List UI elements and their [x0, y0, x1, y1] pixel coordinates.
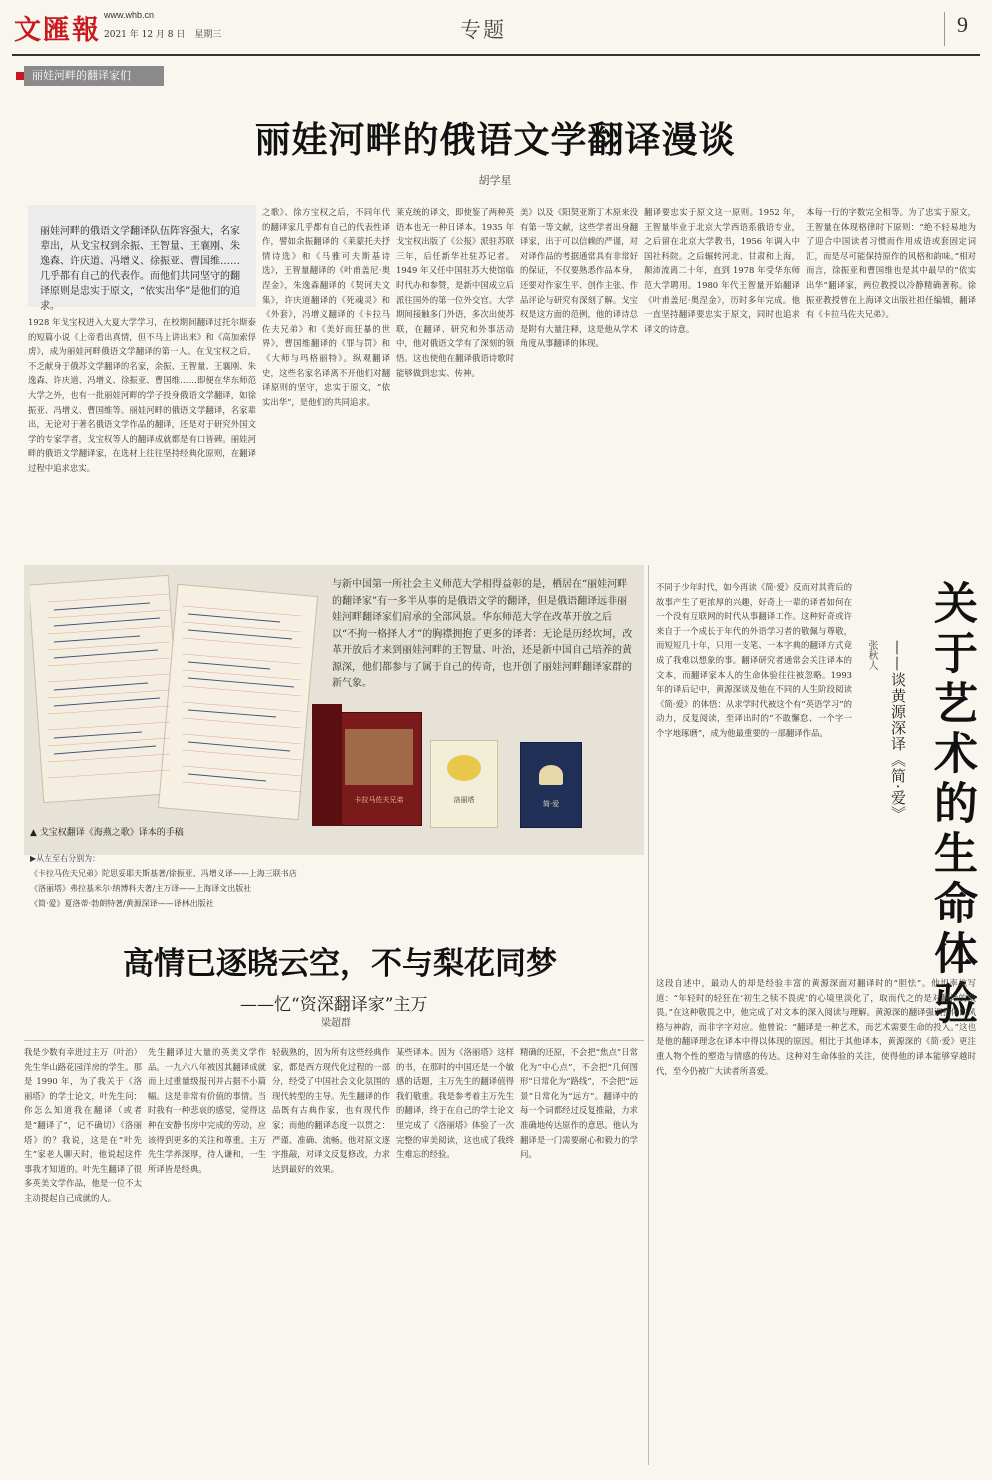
- book-cover-jane-eyre-art: [539, 765, 563, 785]
- book-credit-lolita: 《洛丽塔》弗拉基米尔·纳博科夫著/主万译——上海译文出版社: [30, 884, 252, 893]
- page-number: 9: [957, 12, 968, 37]
- masthead-url[interactable]: www.whb.cn: [104, 10, 155, 20]
- article3-column-2: 这段自述中，最动人的却是经验丰富的黄源深面对翻译时的“胆怯”。他坦率地写道：“年轻时的轻狂在‘初生之犊不畏虎’的心境里淡化了，取而代之的是对翻译的敬畏。”在这种敬畏之中，他完成了对文本的深入阅读与理解。黄源深的翻译强调整体的风格与神韵，而非字字对应。他曾说：“翻译是一种艺术，而艺术需要生命的投入。”这也是他的翻译理念在译本中得以体现的原因。相比于其他译本，黄源深的《简·爱》更注重人物个性的塑造与情感的传达。这种对生命体验的关注，使得他的译本能够穿越时代，至今仍被广大读者所喜爱。: [656, 978, 976, 1076]
- masthead-date: 2021 年 12 月 8 日 星期三: [104, 30, 222, 40]
- intro-paragraph: 与新中国第一所社会主义师范大学相得益彰的是，栖居在“丽娃河畔的翻译家”有一多半从事的是俄语文学的翻译，但是俄语翻译远非丽娃河畔翻译家们肩承的全部风景。华东师范大学在改革开放之后以“不拘一格择人才”的胸襟拥抱了更多的译者：无论是历经坎坷，改革开放后才来到丽娃河畔的王智量、叶治，还是新中国自己培养的黄源深，他们都参与了属于自己的传奇，也开创了丽娃河畔翻译家群的新气象。: [332, 579, 633, 689]
- book-cover-karamazov: [336, 712, 422, 826]
- column-tag-marker: [16, 72, 24, 80]
- book-cover-lolita-art: [447, 755, 481, 781]
- book-credit-karamazov: 《卡拉马佐夫兄弟》陀思妥耶夫斯基著/徐振亚、冯增义译——上海三联书店: [30, 869, 297, 878]
- book-cover-karamazov-art: [345, 729, 413, 785]
- books-caption-heading: ▶从左至右分别为：: [30, 854, 101, 863]
- article1-column-2: 之歌》、徐方宝权之后，不同年代的翻译家几乎都有自己的代表性译作，譬如余振翻译的《莱蒙托夫抒情诗选》和《马雅可夫斯基诗选》，王智量翻译的《叶甫盖尼·奥涅金》，朱逸森翻译的《契诃夫文集》，许庆道翻译的《死魂灵》和《外套》，冯增义翻译的《卡拉马佐夫兄弟》和《美好而狂暴的世界》，曹国维翻译的《罪与罚》和《大师与玛格丽特》。纵观翻译史，这些名家名译离不开他们对翻译原则的坚守，忠实于原文，“依实出华”，是他们的共同追求。: [262, 207, 390, 407]
- photo-caption: ▲ 戈宝权翻译《海燕之歌》译本的手稿: [30, 828, 184, 838]
- article2-subtitle: ——忆“资深翻译家”主万: [240, 995, 428, 1015]
- article1-column-5: 翻译要忠实于原文这一原则。1952 年，王智量毕业于北京大学西语系俄语专业，之后留在北京大学教书，1956 年调入中国社科院。之后辗转河北、甘肃和上海，颠沛流离二十年，直到 1978 年受华东师范大学聘用。1980 年代王智量开始翻译《叶甫盖尼·奥涅金》，历时多年完成。他一直坚持翻译要忠实于原文，同时也追求译文的诗意。: [644, 207, 800, 334]
- book-credit-jane-eyre: 《简·爱》夏洛蒂·勃朗特著/黄源深译——译林出版社: [30, 899, 214, 908]
- article3-column-1: 不同于少年时代，如今再读《简·爱》反而对其背后的故事产生了更浓厚的兴趣，好奇上一辈的译者如何在一个没有互联网的时代从事翻译工作。这种好奇或许来自于一个成长于年代的外语学习者的敬佩与尊敬，而短短几十年，只用一支笔、一本字典的翻译方式竟成了我难以想象的事。翻译研究者通常会关注译本的文本，而翻译家本人的生命体验往往被忽略。1993 年的译后记中，黄源深谈及他在不同的人生阶段阅读《简·爱》的体悟：从求学时代被这个有“英语学习”的动力，反复阅读，至译出时的“不敢懈怠、一个字一个字地琢磨”，成为他最重要的一部翻译作品。: [656, 582, 852, 738]
- article2-column-5: 精确的还原，不会把“焦点”日常化为“中心点”，不会把“几何图形”日常化为“路线”，不会把“远景”日常化为“远方”。翻译中的每一个词都经过反复推敲，力求准确地传达原作的意思。他认为翻译是一门需要耐心和毅力的学问。: [520, 1047, 638, 1160]
- article1-column-1: 1928 年戈宝权进入大夏大学学习，在校期间翻译过托尔斯泰的短篇小说《上帝看出真情，但不马上讲出来》和《高加索俘虏》，成为丽娃河畔俄语文学翻译的第一人。在戈宝权之后，不乏献身于俄苏文学翻译的名家，余振、王智量、王襄刚、朱逸森、许庆道、冯增义、徐振亚、曹国维……即便在华东师范大学之外，也有一批丽娃河畔的学子投身俄语文学翻译，如徐振亚、冯增义、曹国维等。丽娃河畔的俄语文学翻译，名家辈出，无论对于著名俄语文学作品的翻译，还是对于研究外国文学的专家学者，戈宝权等人的翻译成就都是有口皆碑。丽娃河畔的俄语文学翻译家，在选材上往往坚持经典化原则，在翻译过程中追求忠实。: [28, 317, 256, 473]
- manuscript-photo: [30, 572, 326, 820]
- article3-separator: [648, 565, 649, 1465]
- article3-title: 关于艺术的生命体验: [926, 580, 977, 1030]
- newspaper-logo: 文匯報: [14, 15, 101, 46]
- section-name: 专题: [460, 18, 506, 42]
- article1-column-3: 莱克统的译文，即使鉴了两种英语本也无一种日译本。1935 年戈宝权出版了《公报》派驻苏联三年，后任新华社驻苏记者。1949 年又任中国驻苏大使馆临时代办和参赞，是新中国成立后派往国外的第一位外交官。大学期间接触多门外语，多次出使苏联，在翻译、研究和外事活动中，他对俄语文学有了深刻的领悟。这也使他在翻译俄语诗歌时能够做到忠实、传神。: [396, 207, 514, 378]
- book-cover-lolita: [430, 740, 498, 828]
- article1-lead: 丽娃河畔的俄语文学翻译队伍阵容强大，名家辈出，从戈宝权到余振、王智量、王襄刚、朱逸森、许庆道、冯增义、徐振亚、曹国维……几乎都有自己的代表作。而他们共同坚守的翻译原则是忠实于原文，“依实出华”是他们的追求。: [40, 226, 241, 312]
- article1-title: 丽娃河畔的俄语文学翻译漫谈: [254, 120, 736, 161]
- column-tag: 丽娃河畔的翻译家们: [24, 66, 164, 86]
- article2-column-4: 某些译本。因为《洛丽塔》这样的书，在那时的中国还是一个敏感的话题，主万先生的翻译值得我们敬重。我是参考着主万先生的翻译，终于在自己的学士论文里完成了《洛丽塔》体验了一次完整的审美阅读，这也成了我终生难忘的经验。: [396, 1047, 514, 1160]
- article1-author: 胡学星: [478, 174, 512, 187]
- article2-author: 梁超群: [321, 1018, 351, 1029]
- article2-column-2: 先生翻译过大量的英美文学作品。一九六八年被因其翻译成就而上过重量级报刊并占据不小篇幅。这是非常有价值的事情。当时我有一种悲哀的感觉，觉得这种在安静书房中完成的劳动，应该得到更多的关注和尊重。主万先生学养深厚，待人谦和，一生所译皆是经典。: [148, 1047, 266, 1174]
- article1-column-4: 美》以及《阳契亚斯丁木原来没有第一等文献，这些学者出身翻译家，出于可以信赖的严谨，对对译作品的考据通常具有非常好的保证，不仅要熟悉作品本身，还要对作家生平、创作主张、作品评论与研究有深刻了解。戈宝权是这方面的范例，他的译诗总是附有大量注释，这是他从学术角度从事翻译的体现。: [520, 207, 638, 349]
- article2-column-1: 我是少数有幸进过主万（叶治）先生华山路花园洋房的学生。那是 1990 年，为了我关于《洛丽塔》的学士论文，叶先生问：你怎么知道我在翻译（或者是“翻译了”，记不确切）《洛丽塔》的？我说，这是在“叶先生”家老人聊天时，他说起这件事我才知道的。叶先生翻译了很多英美文学作品，他是一位不太主动提起自己成就的人。: [24, 1047, 142, 1203]
- book-spine-karamazov: [312, 704, 342, 826]
- article3-subtitle: ——谈黄源深译《简·爱》: [889, 640, 907, 822]
- book-cover-jane-eyre: [520, 742, 582, 828]
- book-title-lolita: 洛丽塔: [453, 796, 475, 804]
- article2-title: 高情已逐晓云空，不与梨花同梦: [123, 946, 557, 982]
- book-title-karamazov: 卡拉马佐夫兄弟: [354, 796, 404, 804]
- book-title-jane-eyre: 简·爱: [542, 800, 560, 808]
- masthead-rule: [12, 54, 980, 56]
- masthead-separator: [944, 12, 945, 46]
- article3-author: 张秋人: [866, 640, 877, 670]
- article1-column-6: 本每一行的字数完全相等。为了忠实于原文，王智量在体现格律时下原则：“绝不轻易地为了迎合中国读者习惯而作用成语或套固定词汇，而是尽可能保持原作的风格和韵味。”相对而言，徐振亚和曹国维也是其中最早的“依实出华”翻译家，两位教授以冷静精确著称。徐振亚教授曾在上海译文出版社担任编辑，翻译有《卡拉马佐夫兄弟》。: [806, 207, 976, 320]
- article2-rule: [24, 1040, 644, 1041]
- article2-column-3: 轻载熟的，因为所有这些经典作家，都是西方现代化过程的一部分，经受了中国社会文化氛围的现代转型的主导。先生翻译的作品既有古典作家，也有现代作家；而他的翻译态度一以贯之：严谨、准确、流畅。他对原文逐字推敲，对译文反复修改，力求达到最好的效果。: [272, 1047, 390, 1174]
- manuscript-page-left: [30, 575, 183, 802]
